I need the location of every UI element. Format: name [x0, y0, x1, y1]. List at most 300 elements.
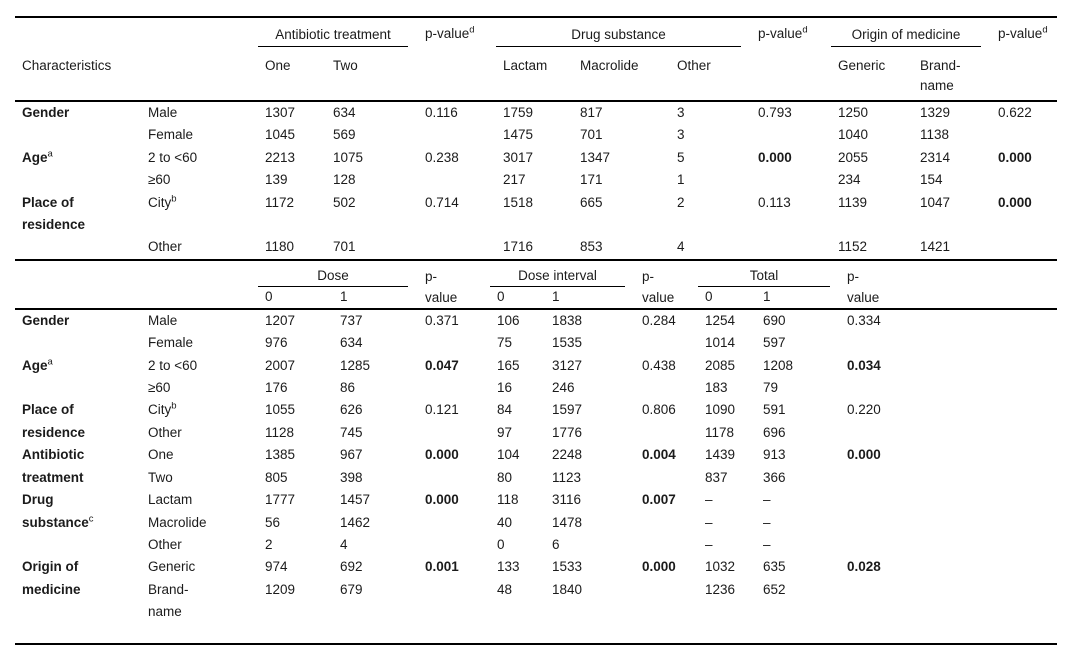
value-cell — [418, 422, 490, 444]
value-cell: 0.121 — [425, 402, 459, 418]
value-cell: 0.793 — [758, 105, 792, 120]
category-cell: ≥60 — [148, 380, 171, 396]
category-cell: City$^b$ — [148, 400, 177, 418]
table-row — [15, 355, 1057, 377]
group-label-cell: Age$^a$ — [22, 356, 53, 373]
value-cell: 652 — [763, 581, 786, 597]
value-cell: 737 — [340, 312, 363, 328]
col-header-dose-0: 0 — [258, 287, 333, 309]
value-cell: 106 — [497, 312, 520, 328]
category-cell — [141, 214, 258, 236]
value-cell — [991, 124, 1057, 146]
value-cell: 2 — [677, 194, 685, 210]
value-cell: 0.000 — [425, 447, 459, 463]
value-cell: 1421 — [920, 239, 951, 255]
value-cell: 690 — [763, 312, 786, 328]
value-cell: 1535 — [552, 335, 583, 351]
value-cell: 1172 — [265, 194, 295, 210]
value-cell: 4 — [677, 239, 685, 255]
value-cell: 0.622 — [998, 105, 1032, 120]
value-cell: 1138 — [920, 127, 950, 143]
antibiotic-treatment-label: Antibiotic treatment — [258, 26, 408, 47]
value-cell — [840, 422, 1057, 444]
value-cell: 246 — [552, 380, 575, 396]
value-cell: 84 — [497, 402, 513, 418]
spacer-cell — [418, 47, 496, 101]
value-cell — [635, 512, 698, 534]
value-cell: 502 — [333, 194, 356, 210]
value-cell — [418, 169, 496, 191]
value-cell: 1045 — [265, 127, 296, 143]
footnote-marker-b: b — [171, 193, 177, 205]
table-row — [15, 147, 1057, 169]
value-cell — [418, 377, 490, 399]
group-label-cell: residence — [22, 424, 86, 440]
table-row — [15, 377, 1057, 399]
category-cell: City$^b$ — [148, 193, 177, 210]
value-cell: 696 — [763, 424, 786, 440]
value-cell: 1285 — [340, 357, 371, 373]
value-cell — [751, 124, 831, 146]
value-cell: 183 — [705, 380, 728, 396]
value-cell — [831, 214, 913, 236]
value-cell: 5 — [677, 149, 685, 165]
value-cell: 234 — [838, 172, 861, 188]
footnote-marker-a: a — [47, 148, 53, 160]
value-cell: 701 — [333, 239, 356, 255]
value-cell: 701 — [580, 127, 603, 143]
table-row — [15, 169, 1057, 191]
col-group-origin-of-medicine — [831, 17, 991, 47]
value-cell — [545, 601, 635, 623]
col-header-one: One — [258, 47, 326, 101]
group-label-cell: medicine — [22, 581, 81, 597]
value-cell: 1055 — [265, 402, 296, 418]
value-cell: 1090 — [705, 402, 736, 418]
col-header-total-1: 1 — [756, 287, 840, 309]
value-cell: 967 — [340, 447, 363, 463]
col-header-other: Other — [670, 47, 751, 101]
lower-header-group-row — [15, 261, 1057, 287]
value-cell: 569 — [333, 127, 356, 143]
value-cell: 16 — [497, 380, 513, 396]
col-group-drug-substance — [496, 17, 751, 47]
value-cell: 974 — [265, 559, 288, 575]
value-cell — [751, 236, 831, 259]
col-header-p-value-dose-interval: p- value — [635, 261, 698, 309]
category-cell: Generic — [148, 559, 196, 575]
value-cell: 817 — [580, 105, 603, 120]
value-cell: 1178 — [705, 424, 735, 440]
category-cell: 2 to <60 — [148, 357, 198, 373]
table-row — [15, 399, 1057, 421]
value-cell: 634 — [340, 335, 363, 351]
value-cell: 1139 — [838, 194, 868, 210]
value-cell — [490, 601, 545, 623]
value-cell: 3 — [677, 105, 685, 120]
value-cell: 2055 — [838, 149, 869, 165]
value-cell: 104 — [497, 447, 520, 463]
footnote-marker-a: a — [47, 356, 53, 368]
value-cell: 634 — [333, 105, 356, 120]
value-cell: 1014 — [705, 335, 736, 351]
value-cell: – — [763, 514, 771, 530]
value-cell — [418, 124, 496, 146]
value-cell: 1040 — [838, 127, 869, 143]
value-cell: 1776 — [552, 424, 583, 440]
category-cell: Male — [148, 312, 178, 328]
value-cell: 1457 — [340, 492, 371, 508]
value-cell: 154 — [920, 172, 943, 188]
value-cell — [418, 512, 490, 534]
group-label-cell: Place of — [22, 194, 74, 210]
value-cell: 0.238 — [425, 149, 459, 165]
value-cell — [418, 601, 490, 623]
table-row — [15, 192, 1057, 214]
group-label-cell: residence — [22, 217, 86, 233]
upper-header-column-row — [15, 47, 1057, 101]
value-cell — [418, 534, 490, 556]
category-cell: Other — [148, 424, 182, 440]
value-cell: 1385 — [265, 447, 296, 463]
category-cell: 2 to <60 — [148, 149, 198, 165]
footnote-marker-d: d — [802, 24, 808, 36]
table-row — [15, 579, 1057, 601]
value-cell: 1075 — [333, 149, 364, 165]
table-row — [15, 124, 1057, 146]
value-cell: 0.028 — [847, 559, 881, 575]
value-cell: 1208 — [763, 357, 794, 373]
group-label-cell — [15, 332, 141, 354]
value-cell: 0.000 — [998, 194, 1032, 210]
value-cell: 1759 — [503, 105, 534, 120]
value-cell: 635 — [763, 559, 786, 575]
group-label-cell — [15, 236, 141, 259]
value-cell: 1777 — [265, 492, 296, 508]
value-cell: 97 — [497, 424, 513, 440]
value-cell: – — [705, 514, 713, 530]
value-cell: 398 — [340, 469, 363, 485]
value-cell: 2314 — [920, 149, 951, 165]
value-cell — [418, 332, 490, 354]
value-cell: 1597 — [552, 402, 583, 418]
value-cell — [840, 601, 1057, 623]
value-cell: 665 — [580, 194, 603, 210]
upper-table-body — [15, 101, 1057, 260]
category-cell: Other — [148, 536, 182, 552]
value-cell: 2085 — [705, 357, 736, 373]
value-cell: 1518 — [503, 194, 534, 210]
value-cell: 976 — [265, 335, 288, 351]
value-cell: 1475 — [503, 127, 534, 143]
col-header-characteristics: Characteristics — [15, 47, 258, 101]
category-cell: Macrolide — [148, 514, 207, 530]
group-label-cell — [15, 124, 141, 146]
value-cell: 0.334 — [847, 312, 881, 328]
table-upper — [15, 16, 1057, 261]
group-label-cell: Place of — [22, 402, 74, 418]
value-cell: 171 — [580, 172, 603, 188]
table-row — [15, 422, 1057, 444]
value-cell — [840, 579, 1057, 601]
value-cell — [418, 214, 496, 236]
group-label-cell: Drug — [22, 492, 54, 508]
table-row — [15, 512, 1057, 534]
value-cell — [258, 601, 333, 623]
value-cell — [751, 214, 831, 236]
value-cell — [635, 377, 698, 399]
col-header-p-value-2: p-value$^d$ — [758, 24, 808, 41]
value-cell: 139 — [265, 172, 288, 188]
value-cell — [751, 169, 831, 191]
category-cell: ≥60 — [148, 172, 171, 188]
value-cell — [635, 332, 698, 354]
group-label-cell: Gender — [22, 105, 70, 120]
value-cell: 0.438 — [642, 357, 676, 373]
table-row — [15, 489, 1057, 511]
category-cell: Other — [148, 239, 182, 255]
value-cell: 1032 — [705, 559, 736, 575]
col-group-dose — [258, 261, 418, 287]
value-cell — [418, 236, 496, 259]
value-cell: 0.284 — [642, 312, 676, 328]
value-cell: 1254 — [705, 312, 736, 328]
group-label-cell — [15, 601, 141, 623]
group-label-cell: Gender — [22, 312, 70, 328]
value-cell — [496, 214, 573, 236]
value-cell — [258, 214, 326, 236]
table-row — [15, 556, 1057, 578]
value-cell: 0.047 — [425, 357, 459, 373]
value-cell: 0 — [497, 536, 505, 552]
group-label-cell: treatment — [22, 469, 84, 485]
value-cell: 1128 — [265, 424, 295, 440]
value-cell: 40 — [497, 514, 513, 530]
value-cell: – — [705, 492, 713, 508]
col-header-dose-1: 1 — [333, 287, 418, 309]
value-cell: 1462 — [340, 514, 371, 530]
spacer-cell — [15, 17, 258, 47]
category-cell: Female — [148, 335, 194, 351]
table-row — [15, 444, 1057, 466]
group-label-cell: Age$^a$ — [22, 148, 53, 165]
table-row — [15, 534, 1057, 556]
lower-table-body — [15, 309, 1057, 624]
value-cell: 0.007 — [642, 492, 676, 508]
value-cell: 80 — [497, 469, 513, 485]
value-cell — [635, 534, 698, 556]
category-cell: name — [148, 604, 182, 620]
col-header-total-0: 0 — [698, 287, 756, 309]
value-cell: 853 — [580, 239, 603, 255]
value-cell — [333, 601, 418, 623]
value-cell: 591 — [763, 402, 786, 418]
value-cell: 0.001 — [425, 559, 459, 575]
value-cell: 0.116 — [425, 105, 458, 120]
category-cell: Female — [148, 127, 194, 143]
value-cell — [991, 214, 1057, 236]
value-cell: 679 — [340, 581, 363, 597]
value-cell — [573, 214, 670, 236]
value-cell: 1250 — [838, 105, 869, 120]
value-cell: 1 — [677, 172, 685, 188]
col-header-p-value-dose: p- value — [418, 261, 490, 309]
value-cell: 133 — [497, 559, 520, 575]
group-label-cell: substance$^c$ — [22, 513, 94, 530]
value-cell — [756, 601, 840, 623]
value-cell: 3127 — [552, 357, 583, 373]
value-cell — [635, 579, 698, 601]
value-cell — [698, 601, 756, 623]
value-cell: 0.371 — [425, 312, 459, 328]
value-cell: 86 — [340, 380, 356, 396]
value-cell: 626 — [340, 402, 363, 418]
table-row — [15, 214, 1057, 236]
value-cell: 0.220 — [847, 402, 881, 418]
col-header-generic: Generic — [831, 47, 913, 101]
value-cell — [840, 534, 1057, 556]
value-cell: 6 — [552, 536, 560, 552]
value-cell: 1329 — [920, 105, 951, 120]
value-cell: 56 — [265, 514, 281, 530]
value-cell: 1439 — [705, 447, 736, 463]
value-cell: 0.806 — [642, 402, 676, 418]
value-cell: 805 — [265, 469, 288, 485]
col-header-p-value-1: p-value$^d$ — [425, 24, 475, 41]
value-cell — [913, 214, 991, 236]
footnote-marker-b: b — [171, 400, 177, 412]
footnote-marker-c: c — [88, 513, 94, 524]
value-cell: 0.000 — [998, 149, 1032, 165]
value-cell — [670, 214, 751, 236]
value-cell — [840, 489, 1057, 511]
value-cell: 1180 — [265, 239, 295, 255]
value-cell: 913 — [763, 447, 786, 463]
group-label-cell: Antibiotic — [22, 447, 85, 463]
value-cell: 118 — [497, 492, 519, 508]
value-cell: 176 — [265, 380, 288, 396]
value-cell: 597 — [763, 335, 786, 351]
value-cell: 165 — [497, 357, 520, 373]
table-row — [15, 101, 1057, 124]
value-cell — [635, 422, 698, 444]
category-cell: Lactam — [148, 492, 193, 508]
col-header-p-value-total: p- value — [840, 261, 1057, 309]
total-label: Total — [698, 267, 830, 287]
value-cell: 0.000 — [758, 149, 792, 165]
value-cell: 1840 — [552, 581, 583, 597]
value-cell: 4 — [340, 536, 348, 552]
col-header-macrolide: Macrolide — [573, 47, 670, 101]
value-cell — [840, 512, 1057, 534]
footnote-marker-d: d — [469, 24, 475, 36]
table-row — [15, 236, 1057, 259]
col-group-dose-interval — [490, 261, 635, 287]
value-cell: – — [763, 536, 771, 552]
value-cell: 2007 — [265, 357, 296, 373]
value-cell: 3116 — [552, 492, 582, 508]
value-cell: 1123 — [552, 469, 582, 485]
value-cell: 0.034 — [847, 357, 881, 373]
table-row — [15, 467, 1057, 489]
category-cell: Male — [148, 105, 178, 120]
col-header-two: Two — [326, 47, 418, 101]
group-label-cell — [15, 169, 141, 191]
col-header-lactam: Lactam — [496, 47, 573, 101]
table-row — [15, 601, 1057, 623]
dose-label: Dose — [258, 267, 408, 287]
value-cell: 745 — [340, 424, 363, 440]
table-lower — [15, 261, 1057, 624]
value-cell: 0.004 — [642, 447, 676, 463]
value-cell: 2 — [265, 536, 273, 552]
value-cell: 217 — [503, 172, 526, 188]
col-header-p-value-3: p-value$^d$ — [998, 24, 1048, 41]
spacer-cell — [991, 47, 1057, 101]
value-cell: 1047 — [920, 194, 951, 210]
value-cell — [840, 332, 1057, 354]
category-cell: One — [148, 447, 174, 463]
spacer-cell — [751, 47, 831, 101]
value-cell: 75 — [497, 335, 513, 351]
value-cell: 1209 — [265, 581, 296, 597]
table-row — [15, 332, 1057, 354]
value-cell — [635, 467, 698, 489]
value-cell: 1152 — [838, 239, 868, 255]
value-cell: 1716 — [503, 239, 534, 255]
group-label-cell — [15, 534, 141, 556]
dose-interval-label: Dose interval — [490, 267, 625, 287]
value-cell: 3017 — [503, 149, 534, 165]
col-header-dose-interval-1: 1 — [545, 287, 635, 309]
value-cell — [840, 467, 1057, 489]
value-cell: 1236 — [705, 581, 736, 597]
value-cell: 79 — [763, 380, 779, 396]
col-header-dose-interval-0: 0 — [490, 287, 545, 309]
value-cell — [635, 601, 698, 623]
group-label-cell: Origin of — [22, 559, 79, 575]
value-cell — [418, 579, 490, 601]
value-cell: 1533 — [552, 559, 583, 575]
value-cell: 3 — [677, 127, 685, 143]
value-cell: 1838 — [552, 312, 583, 328]
category-cell: Brand- — [148, 581, 189, 597]
category-cell: Two — [148, 469, 173, 485]
value-cell: 1307 — [265, 105, 296, 120]
value-cell: 692 — [340, 559, 363, 575]
value-cell: 48 — [497, 581, 513, 597]
value-cell: 0.714 — [425, 194, 459, 210]
value-cell: 2248 — [552, 447, 583, 463]
value-cell — [326, 214, 418, 236]
group-label-cell — [15, 377, 141, 399]
table-lower-wrap — [15, 261, 1057, 645]
value-cell: – — [705, 536, 713, 552]
footnote-marker-d: d — [1042, 24, 1048, 36]
value-cell: 1478 — [552, 514, 583, 530]
value-cell: 837 — [705, 469, 728, 485]
value-cell — [991, 169, 1057, 191]
value-cell — [991, 236, 1057, 259]
value-cell: 0.113 — [758, 194, 791, 210]
value-cell: 0.000 — [642, 559, 676, 575]
col-group-antibiotic-treatment — [258, 17, 418, 47]
drug-substance-label: Drug substance — [496, 26, 741, 47]
col-group-total — [698, 261, 840, 287]
value-cell: 366 — [763, 469, 786, 485]
upper-header-group-row — [15, 17, 1057, 47]
value-cell: 0.000 — [425, 492, 459, 508]
